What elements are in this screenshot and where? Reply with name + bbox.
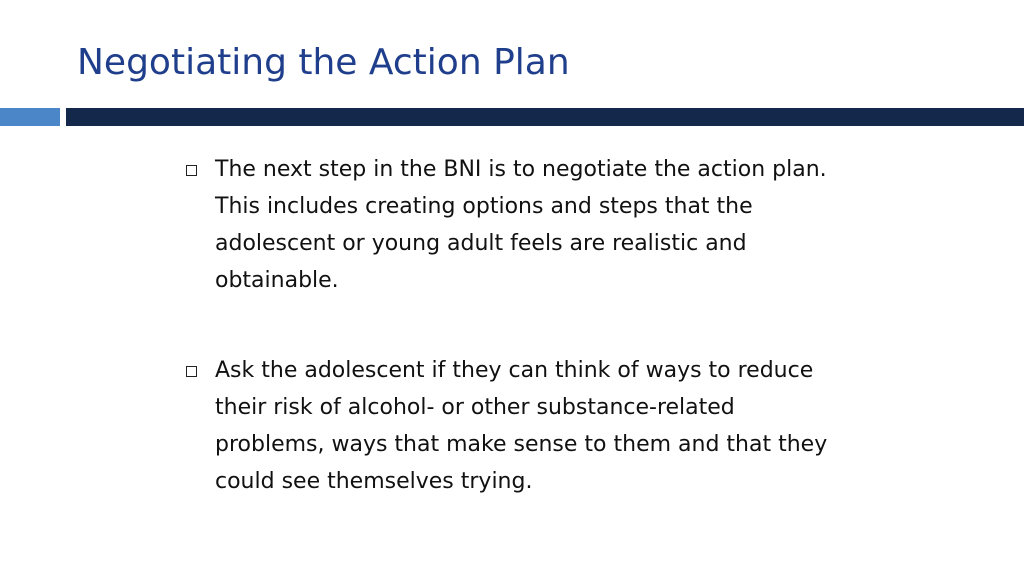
bullet-text: Ask the adolescent if they can think of ways to reduce their risk of alcohol- or other substance-related problems, ways that make sense to them and that they could see themselves trying. xyxy=(215,358,828,494)
bullet-list xyxy=(186,151,846,553)
bullet-item xyxy=(186,151,846,299)
title-accent-bar-dark xyxy=(66,108,1024,126)
square-bullet-icon xyxy=(186,165,197,176)
square-bullet-icon xyxy=(186,366,197,377)
slide-title: Negotiating the Action Plan xyxy=(77,42,570,83)
bullet-item xyxy=(186,352,846,500)
bullet-text: The next step in the BNI is to negotiate the action plan. This includes creating options and steps that the adolescent or young adult feels are realistic and obtainable. xyxy=(215,157,827,293)
title-accent-bar-light xyxy=(0,108,60,126)
